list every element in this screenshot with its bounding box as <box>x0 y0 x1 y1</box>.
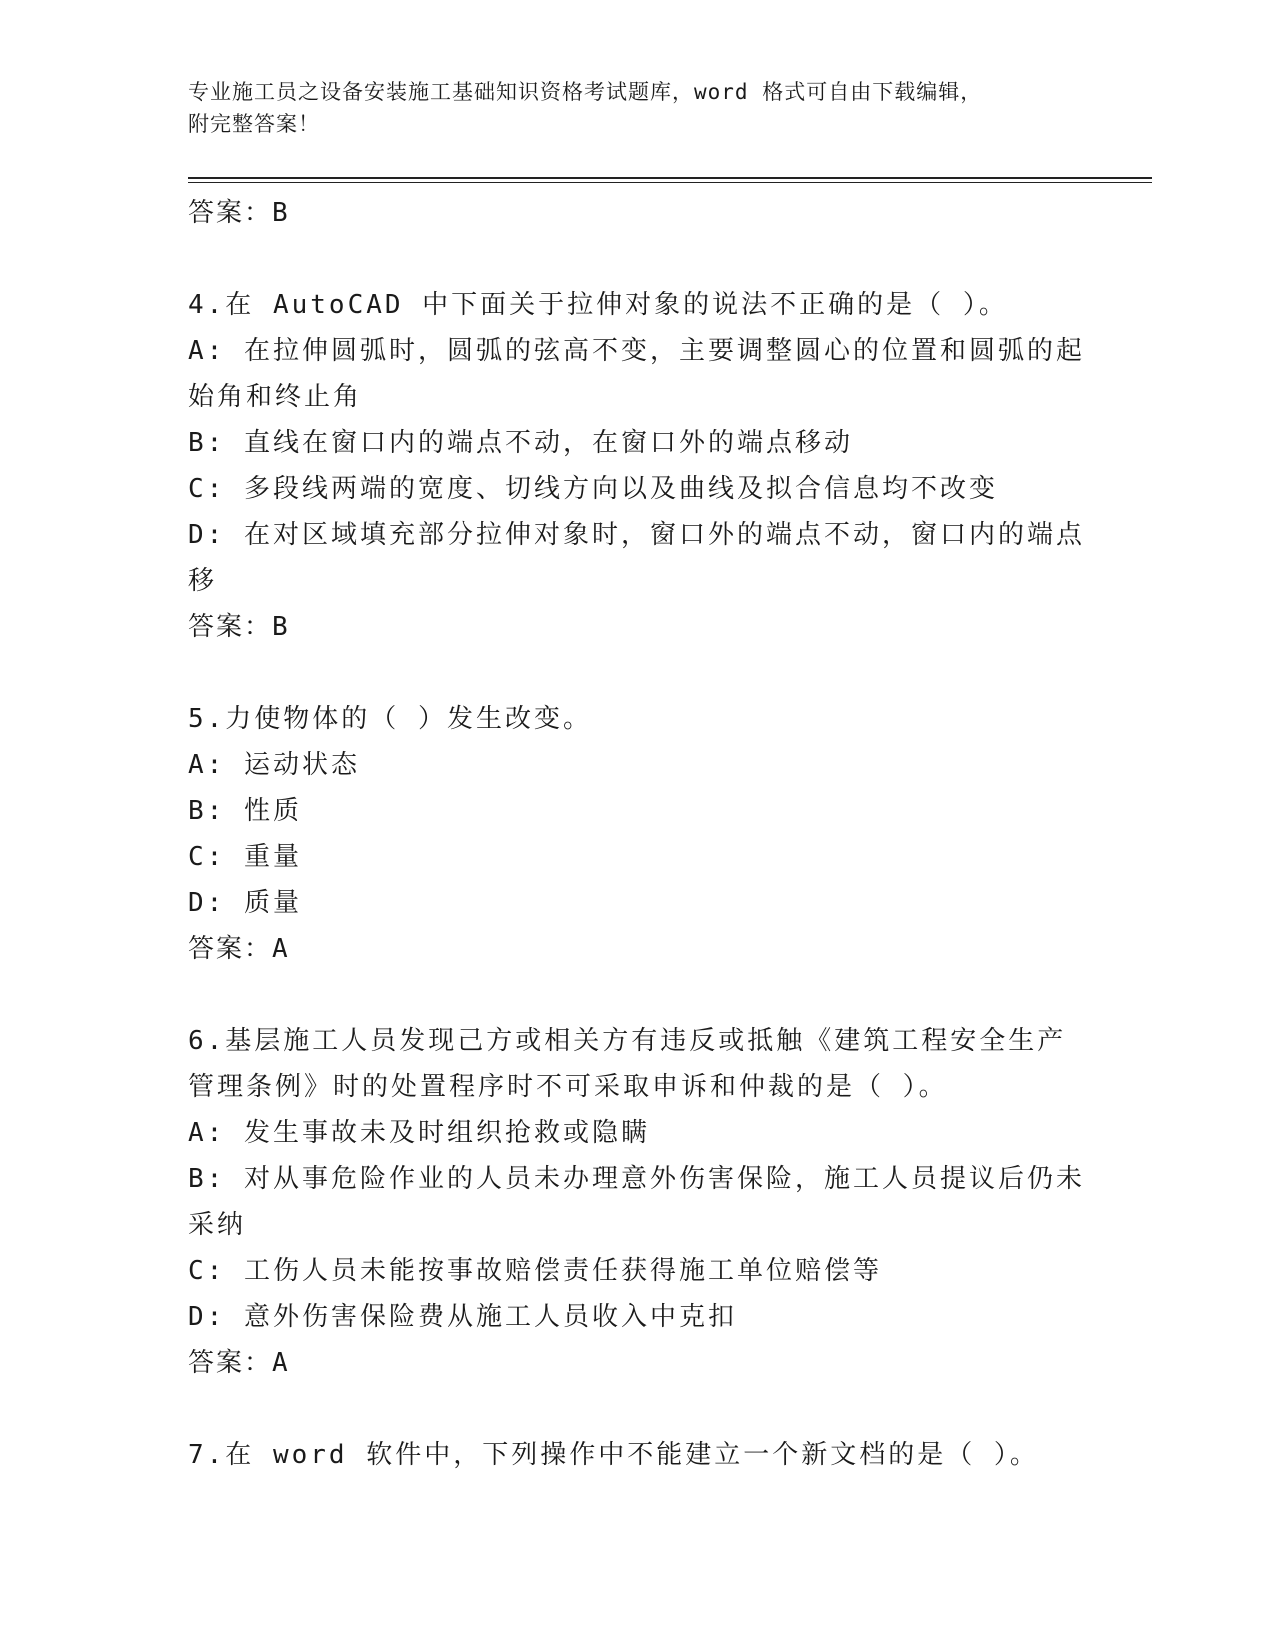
question-list <box>188 190 1088 1478</box>
option-d: D: 在对区域填充部分拉伸对象时，窗口外的端点不动，窗口内的端点移 <box>188 520 1085 596</box>
question-block <box>188 696 1088 972</box>
option-d: D: 意外伤害保险费从施工人员收入中克扣 <box>188 1302 737 1332</box>
option-a: A: 在拉伸圆弧时，圆弧的弦高不变，主要调整圆心的位置和圆弧的起始角和终止角 <box>188 336 1085 412</box>
answer-label: 答案：A <box>188 1348 290 1378</box>
option-c: C: 工伤人员未能按事故赔偿责任获得施工单位赔偿等 <box>188 1256 882 1286</box>
question-stem: 4.在 AutoCAD 中下面关于拉伸对象的说法不正确的是（ ）。 <box>188 290 1008 320</box>
option-c: C: 重量 <box>188 842 302 872</box>
question-stem: 6.基层施工人员发现己方或相关方有违反或抵触《建筑工程安全生产管理条例》时的处置程序时不可采取申诉和仲裁的是（ ）。 <box>188 1026 1067 1102</box>
header-divider-thick <box>188 177 1152 179</box>
answer-label: 答案：A <box>188 934 290 964</box>
option-b: B: 性质 <box>188 796 302 826</box>
spacer <box>188 972 1088 1018</box>
option-b: B: 直线在窗口内的端点不动，在窗口外的端点移动 <box>188 428 853 458</box>
answer-label: 答案：B <box>188 612 290 642</box>
header-divider-thin <box>188 182 1152 183</box>
option-a: A: 运动状态 <box>188 750 360 780</box>
question-stem: 7.在 word 软件中，下列操作中不能建立一个新文档的是（ ）。 <box>188 1440 1039 1470</box>
spacer <box>188 1386 1088 1432</box>
option-d: D: 质量 <box>188 888 302 918</box>
header-line-2: 附完整答案！ <box>188 112 320 136</box>
question-stem: 5.力使物体的（ ）发生改变。 <box>188 704 592 734</box>
spacer <box>188 650 1088 696</box>
page-header <box>188 76 1088 140</box>
spacer <box>188 236 1088 282</box>
header-line-1: 专业施工员之设备安装施工基础知识资格考试题库，word 格式可自由下载编辑， <box>188 80 983 104</box>
previous-answer: 答案：B <box>188 198 290 228</box>
option-a: A: 发生事故未及时组织抢救或隐瞒 <box>188 1118 650 1148</box>
option-c: C: 多段线两端的宽度、切线方向以及曲线及拟合信息均不改变 <box>188 474 998 504</box>
option-b: B: 对从事危险作业的人员未办理意外伤害保险，施工人员提议后仍未采纳 <box>188 1164 1085 1240</box>
question-block <box>188 282 1088 650</box>
question-block <box>188 1432 1088 1478</box>
question-block <box>188 1018 1088 1386</box>
